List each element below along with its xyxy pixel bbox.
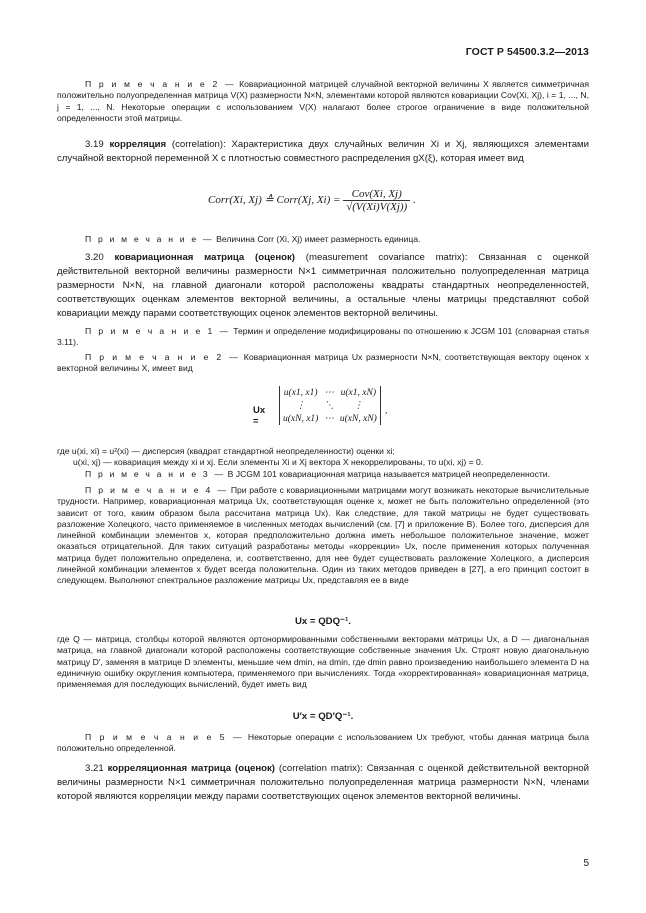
equation-corrected: U′x = QD′Q⁻¹. [292, 711, 354, 722]
eigen-explanation: где Q — матрица, столбцы которой являются ортонормированными собственными векторами матрицы Ux, а D — диагональная матрица, на главной диагонали которой расположены соответствующие собственные значения Ux. Строят новую диагональную матрицу D′, заменяя в матрице D элементы, меньшие чем dmin, на dmin, где dmin равно произведению наибольшего элемента D на единичную ошибку округления компьютера, применяемого при вычислениях. Тогда «корректированная» ковариационная матрица, применяемая для последующих вычислений, будет иметь вид [57, 634, 589, 690]
equation-correlation: Corr(Xi, Xj) ≙ Corr(Xj, Xi) = $\frac{\text{Cov(Xi, Xj)}}{√(V(Xi)V(Xj))}$ . [208, 188, 416, 213]
page-number: 5 [583, 858, 589, 869]
equation-spectral: Ux = QDQ⁻¹. [295, 616, 351, 627]
matrix-definitions: где u(xi, xi) = u²(xi) — дисперсия (квадрат стандартной неопределенности) оценки xi; u(xi, xj) — ковариация между xi и xj. Если элементы Xi и Xj вектора X некоррелированы, то u(xi, xj) = 0. П р и м е ч а н и е 3 — В JCGM 101 ковариационная матрица называется матрицей неопределенности. [57, 446, 550, 479]
section-3-19: 3.19 корреляция (correlation): Характеристика двух случайных величин Xi и Xj, являющихся элементами случайной векторной переменной X с плотностью совместного распределения gX(ξ), которая имеет вид [57, 139, 589, 165]
note-5: П р и м е ч а н и е 5 — Некоторые операции с использованием Ux требуют, чтобы данная матрица была положительно определенной. [57, 732, 589, 754]
note-2: П р и м е ч а н и е 2 — Ковариационная матрица Ux размерности N×N, соответствующая вектору оценок x векторной величины X, имеет вид [57, 352, 589, 374]
note-1: П р и м е ч а н и е 1 — Термин и определение модифицированы по отношению к JCGM 101 (словарная статья 3.11). [57, 326, 590, 348]
term-correlation-matrix: корреляционная матрица (оценок) [107, 763, 275, 774]
note-label: П р и м е ч а н и е 2 — [85, 79, 236, 89]
document-page: ГОСТ Р 54500.3.2—2013 П р и м е ч а н и е 2 — Ковариационной матрицей случайной векторной величины X является симметричная положительно полуопределенная матрица V(X) размерности N×N, элементами которой являются ковариации Cov(Xi, Xj), i = 1, ..., N, j = 1, ..., N. Некоторые операции с использованием V(X) налагают более строгое ограничение в виде положительной определенности этой матрицы. 3.19 корреляция (correlation): Характеристика двух случайных величин Xi и Xj, являющихся элементами случайной векторной переменной X с плотностью совместного распределения gX(ξ), которая имеет вид Corr(Xi, Xj) ≙ Corr(Xj, Xi) = $\frac{\text{Cov(Xi, Xj)}}{√(V(Xi)V(Xj))}$ . П р и м е ч а н и е — Величина Corr (Xi, Xj) имеет размерность единица. 3.20 ковариационная матрица (оценок) (measurement covariance matrix): Связанная с оценкой действительной векторной величины размерности N×1 симметричная положительно полуопределенная матрица размерности N×N, на главной диагонали которой расположены квадраты стандартных неопределенностей, соответствующих оценкам элементов векторной величины, а остальные члены матрицы представляют собой ковариации между парами соответствующих оценок элементов векторной величины. П р и м е ч а н и е 1 — Термин и определение модифицированы по отношению к JCGM 101 (словарная статья 3.11). П р и м е ч а н и е 2 — Ковариационная матрица Ux размерности N×N, соответствующая вектору оценок x векторной величины X, имеет вид Ux = u(x1, x1) ⋯ u(x1, xN) ⋮ ⋱ ⋮ u(xN, x1) ⋯ u(xN, xN) , где u(xi, xi) = u²(xi) — дисперсия (квадрат стандартной неопределенности) оценки xi; u(xi, xj) — ковариация между xi и xj. Если элементы Xi и Xj вектора X некоррелированы, то u(xi, xj) = 0. П р и м е ч а н и е 3 — В JCGM 101 ковариационная матрица называется матрицей неопределенности. П р и м е ч а н и е 4 — При работе с ковариационными матрицами могут возникать некоторые вычислительные трудности. Например, ковариационная матрица Ux, соответствующая оценке x, может не быть положительно определенной (это зависит от того, каким образом была рассчитана матрица Ux). Как следствие, для такой матрицы не будет существовать разложение Холецкого, часто применяемое в численных методах вычислений (см. [7] и приложение В). Более того, дисперсия для линейной комбинации элементов x, которая предположительно должна иметь небольшое положительное значение, может оказаться отрицательной. Для таких ситуаций разработаны методы «коррекции» Ux, после применения которых полученная матрица будет положительно определена, и, соответственно, для нее будет существовать разложение Холецкого, а дисперсия линейной комбинации элементов x будет всегда положительна. Один из таких методов приведен в [27], а его принцип состоит в следующем. Выполняют спектральное разложение матрицы Ux, представляя ее в виде Ux = QDQ⁻¹. где Q — матрица, столбцы которой являются ортонормированными собственными векторами матрицы Ux, а D — диагональная матрица, на главной диагонали которой расположены соответствующие собственные значения Ux. Строят новую диагональную матрицу D′, заменяя в матрице D элементы, меньшие чем dmin, на dmin, где dmin равно произведению наибольшего элемента D на единичную ошибку округления компьютера, применяемого при вычислениях. Тогда «корректированная» ковариационная матрица, применяемая для последующих вычислений, будет иметь вид U′x = QD′Q⁻¹. П р и м е ч а н и е 5 — Некоторые операции с использованием Ux требуют, чтобы данная матрица была положительно определенной. 3.21 корреляционная матрица (оценок) (correlation matrix): Связанная с оценкой действительной векторной величины размерности N×1 симметричная положительно полуопределенная матрица размерности N×N, членами которой являются корреляции между парами соответствующих оценок элементов векторной величины. 5 [57, 46, 590, 869]
section-3-21: 3.21 корреляционная матрица (оценок) (correlation matrix): Связанная с оценкой действительной векторной величины размерности N×1 симметричная положительно полуопределенная матрица размерности N×N, членами которой являются корреляции между парами соответствующих оценок элементов векторной величины. [57, 763, 589, 803]
note-correlation: П р и м е ч а н и е — Величина Corr (Xi, Xj) имеет размерность единица. [85, 234, 421, 244]
term-covariance-matrix: ковариационная матрица (оценок) [114, 252, 295, 263]
page-header: ГОСТ Р 54500.3.2—2013 [465, 46, 589, 58]
note-4: П р и м е ч а н и е 4 — При работе с ковариационными матрицами могут возникать некоторые вычислительные трудности. Например, ковариационная матрица Ux, соответствующая оценке x, может не быть положительно определенной (это зависит от того, каким образом была рассчитана матрица Ux). Как следствие, для такой матрицы не будет существовать разложение Холецкого, часто применяемое в численных методах вычислений (см. [7] и приложение В). Более того, дисперсия для линейной комбинации элементов x, которая предположительно должна иметь небольшое положительное значение, может оказаться отрицательной. Для таких ситуаций разработаны методы «коррекции» Ux, после применения которых полученная матрица будет положительно определена, и, соответственно, для нее будет существовать разложение Холецкого, а дисперсия линейной комбинации элементов x будет всегда положительна. Один из таких методов приведен в [27], а его принцип состоит в следующем. Выполняют спектральное разложение матрицы Ux, представляя ее в виде [57, 485, 589, 586]
term-correlation: корреляция [109, 139, 167, 150]
section-3-20: 3.20 ковариационная матрица (оценок) (measurement covariance matrix): Связанная с оценкой действительной векторной величины размерности N×1 симметричная положительно полуопределенная матрица размерности N×N, на главной диагонали которой расположены квадраты стандартных неопределенностей, соответствующих оценкам элементов векторной величины, а остальные члены матрицы представляют собой ковариации между парами соответствующих оценок элементов векторной величины. [57, 252, 589, 320]
note-covariance: П р и м е ч а н и е 2 — Ковариационной матрицей случайной векторной величины X является симметричная положительно полуопределенная матрица V(X) размерности N×N, элементами которой являются ковариации Cov(Xi, Xj), i = 1, ..., N, j = 1, ..., N. Некоторые операции с использованием V(X) налагают более строгое ограничение в виде положительной определенности этой матрицы. [57, 79, 589, 123]
